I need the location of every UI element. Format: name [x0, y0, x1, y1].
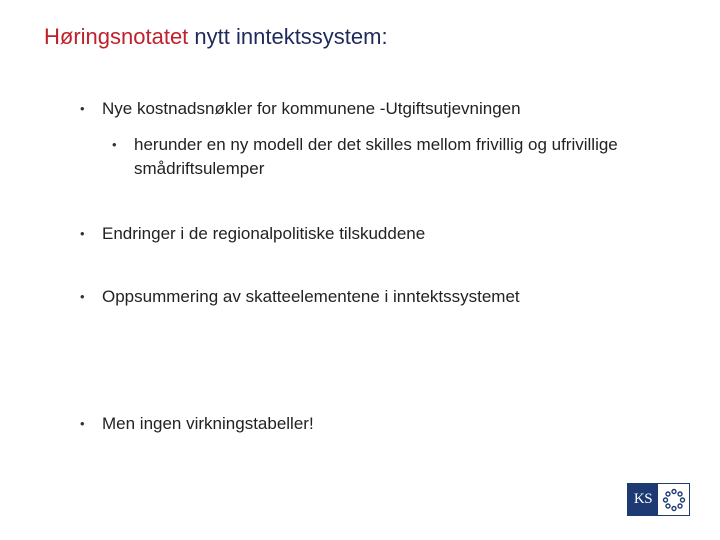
bullet-dot: •	[80, 101, 85, 116]
ks-logo-text: KS	[628, 484, 658, 515]
bullet-dot: •	[112, 137, 117, 152]
bullet-text: Men ingen virkningstabeller!	[102, 414, 314, 433]
bullet-item	[80, 222, 425, 246]
bullet-dot: •	[80, 289, 85, 304]
wreath-icon	[658, 484, 689, 515]
bullet-item	[80, 412, 314, 436]
bullet-text: Endringer i de regionalpolitiske tilskuddene	[102, 224, 426, 243]
sub-bullet-item	[112, 133, 672, 181]
bullet-dot: •	[80, 416, 85, 431]
slide-title-rest: nytt inntektssystem:	[188, 24, 388, 49]
slide-title-accent: Høringsnotatet	[44, 24, 189, 49]
bullet-dot: •	[80, 226, 85, 241]
ks-logo	[627, 483, 690, 516]
bullet-text: Oppsummering av skatteelementene i inntektssystemet	[102, 287, 520, 306]
bullet-item	[80, 285, 520, 309]
slide-title	[44, 22, 388, 52]
sub-bullet-text: herunder en ny modell der det skilles mellom frivillig og ufrivillige smådriftsulemper	[134, 135, 618, 178]
bullet-text: Nye kostnadsnøkler for kommunene -Utgiftsutjevningen	[102, 99, 521, 118]
bullet-item	[80, 97, 521, 121]
